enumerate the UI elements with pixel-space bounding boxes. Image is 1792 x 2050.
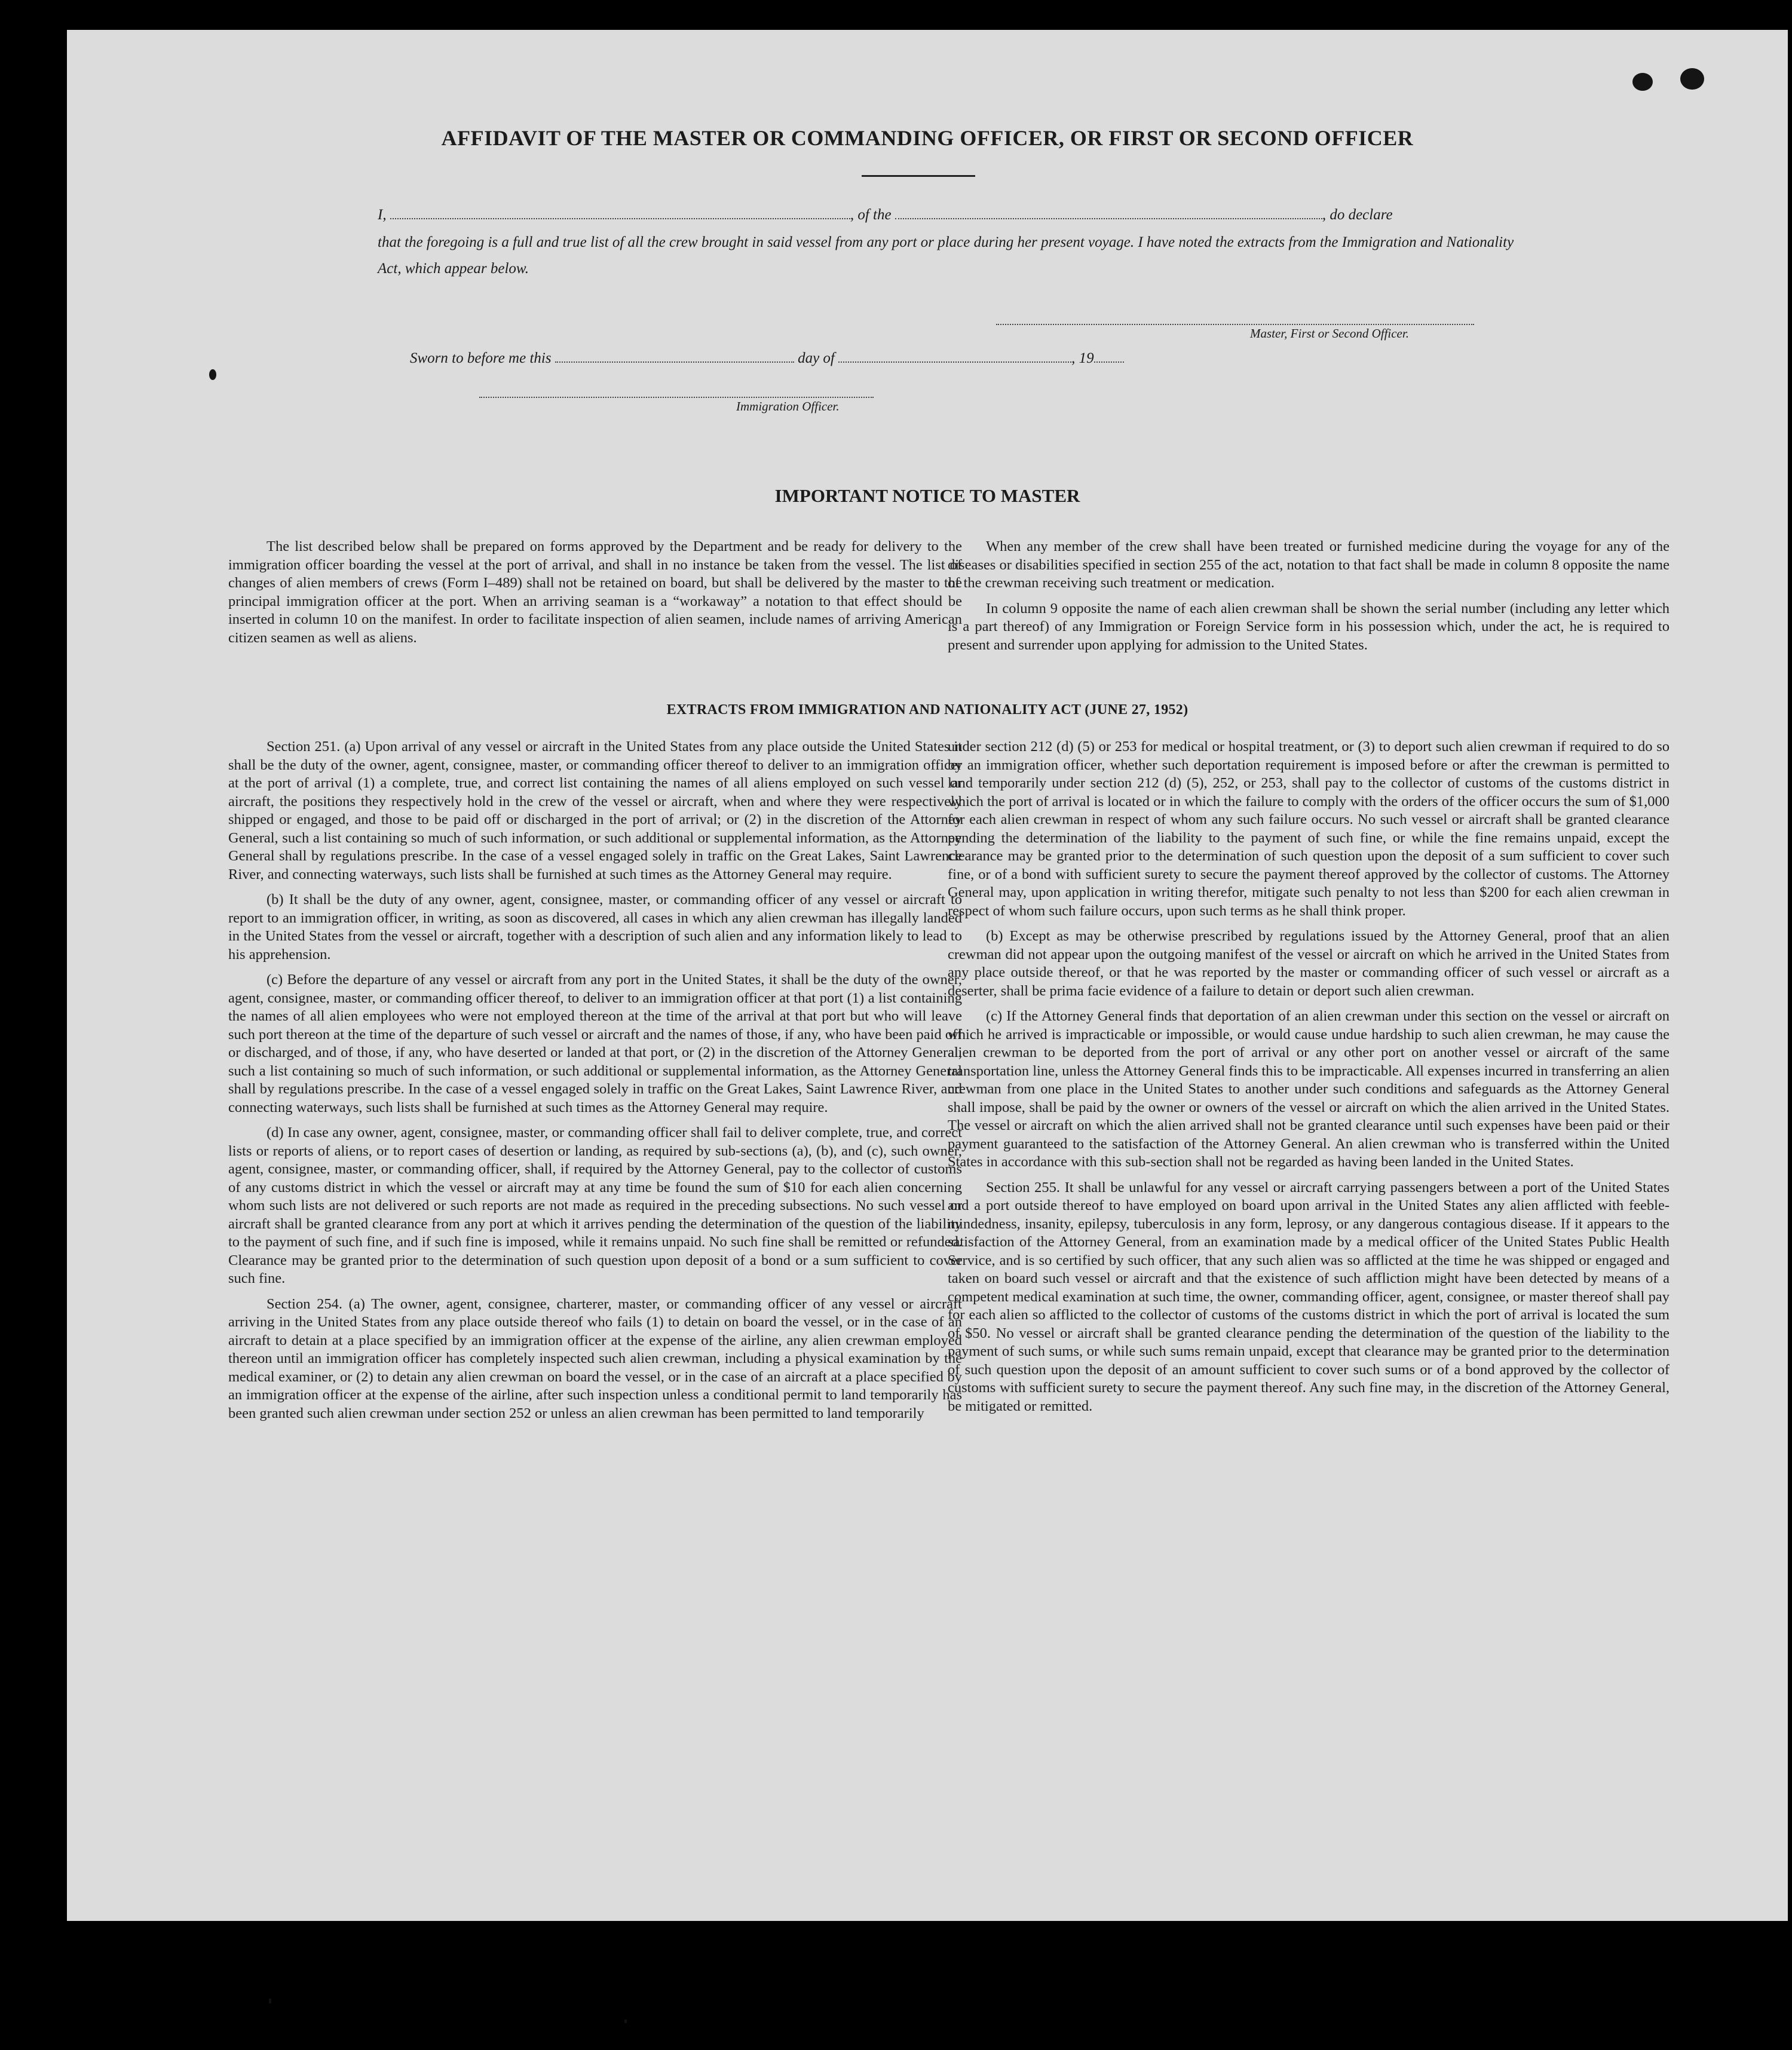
sworn-day-of: day of [798, 350, 835, 366]
officer-signature-line[interactable] [479, 397, 874, 398]
ink-blot [1680, 68, 1704, 90]
extracts-title: EXTRACTS FROM IMMIGRATION AND NATIONALITY ACT (JUNE 27, 1952) [666, 702, 1188, 718]
notice-left-paragraph: The list described below shall be prepared on forms approved by the Department and be ready for delivery to the immigration officer boarding the vessel at the port of arrival, and shall in no instance be taken from the vessel. The list of changes of alien members of crews (Form I–489) shall not be retained on board, but shall be delivered by the master to the principal immigration officer at the port. When an arriving seaman is a “workaway” a notation to that effect should be inserted in column 10 on the manifest. In order to facilitate inspection of alien seamen, include names of arriving American citizen seamen as well as aliens. [228, 538, 962, 646]
extract-paragraph: (c) If the Attorney General finds that deportation of an alien crewman under this section on the vessel or aircraft on which he arrived is impracticable or impossible, or would cause undue hardship to such alien crewman, he may cause the alien crewman to be deported from the port of arrival or any other port on another vessel or aircraft of the same transportation line, unless the Attorney General finds this to be impracticable. All expenses incurred in transferring an alien crewman from one place in the United States to another under such conditions and safeguards as the Attorney General shall impose, shall be paid by the owner or owners of the vessel or aircraft on which the alien arrived in the United States. The vessel or aircraft on which the alien arrived shall not be granted clearance until such expenses have been paid or their payment guaranteed to the satisfaction of the Attorney General. An alien crewman who is transferred within the United States in accordance with this sub-section shall not be regarded as having been landed in the United States. [948, 1008, 1670, 1170]
sworn-day-field[interactable] [555, 348, 794, 363]
extract-paragraph: under section 212 (d) (5) or 253 for medical or hospital treatment, or (3) to deport such alien crewman if required to do so by an immigration officer, whether such deportation requirement is imposed before or after the crewman is permitted to land temporarily under section 212 (d) (5), 252, or 253, shall pay to the collector of customs of the customs district in which the port of arrival is located or in which the failure to comply with the orders of the officer occurs the sum of $1,000 for each alien crewman in respect of whom any such failure occurs. No such vessel or aircraft shall be granted clearance pending the determination of the liability to the payment of such fine, or while the fine remains unpaid, except the clearance may be granted prior to the determination of such question upon the deposit of a sum sufficient to cover such fine, or of a bond with sufficient surety to secure the payment thereof approved by the collector of customs. The Attorney General may, upon application in writing therefor, mitigate such penalty to not less than $200 for each alien crewman in respect of whom such failure occurs, upon such terms as he shall think proper. [948, 739, 1670, 919]
extract-paragraph: (d) In case any owner, agent, consignee, master, or commanding officer shall fail to deliver complete, true, and correct lists or reports of aliens, or to report cases of desertion or landing, as required by sub-sections (a), (b), and (c), such owner, agent, consignee, master, or commanding officer, shall, if required by the Attorney General, pay to the collector of customs of any customs district in which the vessel or aircraft may at any time be found the sum of $10 for each alien concerning whom such lists are not delivered or such reports are not made as required in the preceding subsections. No such vessel or aircraft shall be granted clearance from any port at which it arrives pending the determination of the question of the liability to the payment of such fine, and if such fine is imposed, while it remains unpaid. No such fine shall be remitted or refunded. Clearance may be granted prior to the determination of such question upon deposit of a bond or a sum sufficient to cover such fine. [228, 1124, 962, 1286]
declaration-i: I, [378, 207, 387, 223]
extract-paragraph: (c) Before the departure of any vessel or aircraft from any port in the United States, it shall be the duty of the owner, agent, consignee, master, or commanding officer thereof, to deliver to an immigration officer at that port (1) a list containing the names of all alien employees who were not employed thereon at the time of the arrival at that port but who will leave such port thereon at the time of the departure of such vessel or aircraft and the names of those, if any, who have been paid off or discharged, and of those, if any, who have deserted or landed at that port, or (2) in the discretion of the Attorney General, such a list containing so much of such information, or such additional or supplemental information, as the Attorney General shall by regulations prescribe. In the case of a vessel engaged solely in traffic on the Great Lakes, Saint Lawrence River, and connecting waterways, such lists shall be furnished at such times as the Attorney General may require. [228, 972, 962, 1116]
notice-title: IMPORTANT NOTICE TO MASTER [774, 485, 1080, 506]
declarant-name-field[interactable] [390, 205, 850, 219]
notice-right-column [948, 538, 1670, 661]
declaration-line [378, 202, 1531, 228]
extract-paragraph: (b) It shall be the duty of any owner, agent, consignee, master, or commanding officer of any vessel or aircraft to report to an immigration officer, in writing, as soon as discovered, all cases in which any alien crewman has illegally landed in the United States from the vessel or aircraft, together with a description of such alien and any information likely to lead to his apprehension. [228, 891, 962, 963]
sworn-year-field[interactable] [1094, 348, 1124, 363]
notice-right-paragraph-1: When any member of the crew shall have been treated or furnished medicine during the voyage for any of the diseases or disabilities specified in section 255 of the act, notation to that fact shall be made in column 8 opposite the name of the crewman receiving such treatment or medication. [948, 538, 1670, 591]
extracts-left-column [228, 738, 962, 1430]
master-signature-line[interactable] [996, 324, 1474, 325]
declaration-declare: , do declare [1322, 207, 1393, 223]
sworn-prefix: Sworn to before me this [410, 350, 552, 366]
sworn-month-field[interactable] [838, 348, 1071, 363]
declaration-statement: that the foregoing is a full and true list of all the crew brought in said vessel from any port or place during her present voyage. I have noted the extracts from the Immigration and Nationality Act, which appear below. [378, 234, 1514, 277]
form-page [67, 30, 1788, 1921]
extracts-right-column [948, 738, 1670, 1423]
ink-speck [209, 369, 216, 380]
affidavit-title: AFFIDAVIT OF THE MASTER OR COMMANDING OFFICER, OR FIRST OR SECOND OFFICER [441, 126, 1414, 150]
ink-blot [1632, 73, 1653, 91]
notice-left-column [228, 538, 962, 654]
extract-paragraph: Section 251. (a) Upon arrival of any vessel or aircraft in the United States from any place outside the United States it shall be the duty of the owner, agent, consignee, master, or commanding officer thereof to deliver to an immigration officer at the port of arrival (1) a complete, true, and correct list containing the names of all aliens employed on such vessel or aircraft, the positions they respectively hold in the crew of the vessel or aircraft, when and where they were respectively shipped or engaged, and those to be paid off or discharged in the port of arrival; or (2) in the discretion of the Attorney General, such a list containing so much of such information, or such additional or supplemental information, as the Attorney General shall by regulations prescribe. In the case of a vessel engaged solely in traffic on the Great Lakes, Saint Lawrence River, and connecting waterways, such lists shall be furnished at such times as the Attorney General may require. [228, 739, 962, 882]
declaration-of-the: , of the [850, 207, 892, 223]
scan-speck [269, 1999, 271, 2003]
extract-paragraph: Section 254. (a) The owner, agent, consignee, charterer, master, or commanding officer of any vessel or aircraft arriving in the United States from any place outside thereof who fails (1) to detain on board the vessel, or in the case of an aircraft to detain at a place specified by an immigration officer at the expense of the airline, any alien crewman employed thereon until an immigration officer has completely inspected such alien crewman, including a physical examination by the medical examiner, or (2) to detain any alien crewman on board the vessel, or in the case of an aircraft at a place specified by an immigration officer at the expense of the airline, after such inspection unless a conditional permit to land temporarily has been granted such alien crewman under section 252 or unless an alien crewman has been permitted to land temporarily [228, 1295, 962, 1421]
scan-speck [624, 2020, 627, 2023]
extract-paragraph: (b) Except as may be otherwise prescribed by regulations issued by the Attorney General, proof that an alien crewman did not appear upon the outgoing manifest of the vessel or aircraft on which he arrived in the United States from any place outside thereof, or that he was reported by the master or commanding officer of such vessel or aircraft as a deserter, shall be prima facie evidence of a failure to detain or deport such alien crewman. [948, 928, 1670, 999]
vessel-name-field[interactable] [895, 205, 1322, 219]
sworn-year-prefix: , 19 [1071, 350, 1094, 366]
title-rule [862, 175, 975, 177]
extract-paragraph: Section 255. It shall be unlawful for any vessel or aircraft carrying passengers between a port of the United States and a port outside thereof to have employed on board upon arrival in the United States any alien afflicted with feeble-mindedness, insanity, epilepsy, tuberculosis in any form, leprosy, or any dangerous contagious disease. If it appears to the satisfaction of the Attorney General, from an examination made by a medical officer of the United States Public Health Service, and is so certified by such officer, that any such alien was so afflicted at the time he was shipped or engaged and taken on board such vessel or aircraft and that the existence of such affliction might have been detected by means of a competent medical examination at such time, the owner, commanding officer, agent, consignee, or master thereof shall pay for each alien so afflicted to the collector of customs of the customs district in which the port of arrival is located the sum of $50. No vessel or aircraft shall be granted clearance pending the determination of the question of the liability to the payment of such sums, or while such sums remain unpaid, except that clearance may be granted prior to the determination of such question upon the deposit of an amount sufficient to cover such sums or of a bond approved by the collector of customs with sufficient surety to secure the payment thereof. Any such fine may, in the discretion of the Attorney General, be mitigated or remitted. [948, 1179, 1670, 1414]
master-signature-label: Master, First or Second Officer. [1250, 326, 1409, 341]
notice-right-paragraph-2: In column 9 opposite the name of each alien crewman shall be shown the serial number (including any letter which is a part thereof) of any Immigration or Foreign Service form in his possession which, under the act, he is required to present and surrender upon applying for admission to the United States. [948, 600, 1670, 653]
officer-signature-label: Immigration Officer. [736, 399, 840, 413]
sworn-line [410, 345, 1306, 372]
